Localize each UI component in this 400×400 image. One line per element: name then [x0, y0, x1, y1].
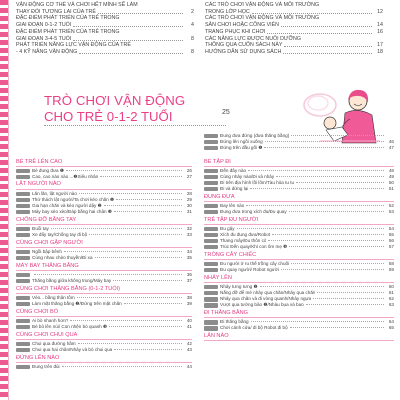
activity-entry[interactable] — [204, 244, 394, 250]
activity-title: Nắng đỡ để mé nhảy qua chăn/Nhảy qua chăn — [220, 290, 316, 296]
activity-leader — [265, 141, 384, 142]
toc-entry-title: VẬN ĐỘNG CƠ THỂ VÀ CHƠI HẾT MÌNH SẼ LÀM — [16, 2, 138, 8]
activity-tag-icon — [204, 320, 218, 324]
activity-title: Đu quay người/ Robot người — [220, 267, 279, 273]
section-title: TRẺ TẬP ĐU NGƯỜI — [204, 217, 394, 226]
activity-page: 37 — [186, 278, 192, 284]
activity-page: 55 — [388, 232, 394, 238]
section-title: MÁY BAY THĂNG BẰNG — [16, 263, 192, 272]
activity-title: Bay lên nào — [220, 202, 245, 208]
activity-leader — [289, 246, 384, 247]
activity-page: 29 — [186, 196, 192, 202]
activity-page: 60 — [388, 284, 394, 290]
toc-leader — [73, 26, 183, 27]
activity-page: 62 — [388, 296, 394, 302]
activity-tag-icon — [16, 250, 30, 254]
activity-leader — [291, 135, 384, 136]
activity-leader — [70, 320, 182, 321]
activity-tag-icon — [16, 175, 30, 179]
activity-page: 53 — [388, 209, 394, 215]
activity-title: Bé đung đưa ❶ — [32, 167, 64, 173]
toc-leader — [73, 40, 183, 41]
section-title: NHẢY LÊN — [204, 275, 394, 284]
activity-page: 26 — [186, 167, 192, 173]
header-title-line1: TRÒ CHƠI VẬN ĐỘNG — [44, 93, 186, 108]
activity-page: 50 — [388, 179, 394, 185]
activity-leader — [95, 257, 182, 258]
activity-entry[interactable] — [16, 232, 192, 238]
toc-leader — [79, 53, 183, 54]
section-title: LĂN NÀO — [204, 333, 394, 342]
header-page-number: 25 — [222, 109, 230, 116]
toc-entry-page: 8 — [191, 35, 194, 42]
activity-entry[interactable] — [204, 325, 394, 331]
activity-title: Gia hạn chăn và kéo người dậy ❷ — [32, 202, 102, 208]
activity-leader — [313, 298, 384, 299]
toc-entry-title: GIAI ĐOẠN 3-4-5 TUỔI — [16, 35, 72, 42]
activity-entry[interactable] — [16, 324, 192, 330]
activity-page: 34 — [186, 248, 192, 254]
activity-tag-icon — [204, 285, 218, 289]
right-column-sections — [204, 157, 394, 342]
activity-page: 48 — [388, 167, 394, 173]
toc-entry-title: CÁC TRÒ CHƠI VẬN ĐỘNG VÀ MÔI TRƯỜNG — [205, 15, 320, 22]
activity-tag-icon — [204, 291, 218, 295]
activity-leader — [78, 343, 182, 344]
top-toc-right-column — [205, 2, 383, 56]
activity-tag-icon — [16, 319, 30, 323]
toc-leader — [252, 13, 372, 14]
activity-tag-icon — [204, 175, 218, 179]
toc-entry[interactable] — [205, 29, 383, 36]
activity-leader — [296, 182, 384, 183]
section-title: CÙNG CHƠI BÓ — [16, 309, 192, 318]
activity-tag-icon — [204, 239, 218, 243]
activity-title: Thang mây/Đu thôn cỏ — [220, 238, 267, 244]
activity-tag-icon — [16, 169, 30, 173]
activity-leader — [237, 228, 384, 229]
activity-page: 56 — [388, 238, 394, 244]
activity-leader — [251, 321, 384, 322]
activity-page: 39 — [186, 301, 192, 306]
toc-entry-page: 17 — [377, 42, 383, 49]
toc-entry-title: ĐẶC ĐIỂM PHÁT TRIỂN CỦA TRẺ TRONG — [16, 15, 120, 22]
toc-entry[interactable] — [16, 2, 194, 9]
activity-entry[interactable] — [16, 174, 192, 180]
activity-leader — [114, 349, 182, 350]
section-title: CÙNG CHƠI THĂNG BẰNG (0-1-2 TUỔI) — [16, 286, 192, 295]
toc-leader — [283, 53, 372, 54]
activity-leader — [289, 211, 384, 212]
activity-page: 43 — [186, 346, 192, 352]
activity-leader — [291, 263, 384, 264]
activity-title: Đung đưa trong xích đu/Đu quay — [220, 209, 287, 215]
activity-page: 40 — [186, 317, 192, 323]
activity-leader — [272, 234, 384, 235]
toc-entry-title: THAY ĐỔI TƯƠNG LAI CỦA TRẺ — [16, 8, 96, 15]
activity-tag-icon — [204, 233, 218, 237]
toc-leader — [267, 33, 372, 34]
section-title: ĐỨNG LÊN NÀO — [16, 355, 192, 364]
toc-entry-title: TRANG PHỤC KHI CHƠI — [205, 28, 266, 35]
activity-title: Đứng lên ngồi xuống — [220, 139, 263, 145]
activity-leader — [64, 251, 182, 252]
toc-entry-page: 14 — [377, 22, 383, 29]
activity-tag-icon — [204, 204, 218, 208]
toc-entry-title: HƯỚNG DẪN SỬ DỤNG SÁCH — [205, 48, 282, 55]
activity-title: Chui qua đường hầm — [32, 340, 76, 346]
activity-entry[interactable] — [16, 364, 192, 370]
activity-title: Ai bò nhanh hơn? — [32, 317, 69, 323]
activity-tag-icon — [204, 303, 218, 307]
activity-tag-icon — [16, 325, 30, 329]
activity-title: Trúc Đến quay/Khỉ con ôm mẹ ❸ — [220, 244, 288, 250]
activity-page: 57 — [388, 244, 394, 250]
activity-tag-icon — [16, 198, 30, 202]
activity-page: 33 — [186, 232, 192, 238]
activity-title: Đu gậy — [220, 225, 235, 231]
activity-title: Xe đẩy tay/Chống tay đi bộ — [32, 232, 88, 238]
activity-entry[interactable] — [204, 209, 394, 215]
toc-entry-title: PHÁT TRIỂN NĂNG LỰC VẬN ĐỘNG CỦA TRẺ — [16, 42, 131, 49]
activity-page: 46 — [388, 139, 394, 145]
header-title-line2: CHO TRẺ 0-1-2 TUỔI — [44, 109, 173, 124]
toc-entry-title: CÁC NĂNG LỰC ĐƯỢC NUÔI DƯỠNG — [205, 35, 301, 42]
activity-leader — [290, 327, 384, 328]
activity-tag-icon — [204, 187, 218, 191]
activity-title: Cùng nhau chèo thuyền/Đi xa — [32, 255, 93, 261]
activity-page: 52 — [388, 202, 394, 208]
activity-tag-icon — [16, 204, 30, 208]
activity-leader — [260, 286, 384, 287]
activity-entry[interactable] — [204, 267, 394, 273]
activity-title: Nhảy tưng tưng ❷ — [220, 284, 258, 290]
activity-tag-icon — [204, 245, 218, 249]
section-title: CHỐNG ĐỠ BẰNG TAY — [16, 217, 192, 226]
activity-title: Đi trên địa hình lồi lõm/Tàu hỏa tu tu — [220, 179, 295, 185]
activity-leader — [104, 205, 182, 206]
toc-entry-page: 2 — [191, 8, 194, 15]
activity-leader — [281, 269, 384, 270]
activity-tag-icon — [204, 181, 218, 185]
activity-entry[interactable] — [16, 347, 192, 353]
activity-tag-icon — [16, 233, 30, 237]
activity-leader — [109, 326, 182, 327]
activity-page: 35 — [186, 255, 192, 261]
toc-entry[interactable] — [205, 49, 383, 56]
activity-tag-icon — [16, 302, 30, 306]
activity-tag-icon — [204, 140, 218, 144]
activity-entry[interactable] — [16, 278, 192, 284]
activity-tag-icon — [16, 210, 30, 214]
activity-entry[interactable] — [204, 186, 394, 192]
activity-title: Chơi cánh cửa/ đi bộ Robot đi bộ — [220, 325, 288, 331]
activity-tag-icon — [16, 192, 30, 196]
activity-title: Vèo... bằng thân tôm — [32, 294, 75, 300]
top-toc-left-column — [16, 2, 194, 56]
toc-entry-page: 12 — [377, 8, 383, 15]
toc-entry-title: THÔNG QUA CUỐN SÁCH NÀY — [205, 42, 283, 49]
activity-leader — [100, 176, 182, 177]
decorative-rings-icon — [304, 94, 336, 116]
activity-tag-icon — [16, 348, 30, 352]
activity-tag-icon — [16, 227, 30, 231]
activity-title: Thử thách lật người/Ta chơi kéo chăn ❶ — [32, 196, 115, 202]
activity-page: 30 — [186, 202, 192, 208]
activity-tag-icon — [204, 227, 218, 231]
toc-entry-page: 18 — [377, 48, 383, 55]
toc-entry[interactable] — [205, 2, 383, 9]
activity-title: Làm mặt thăng bằng ❷/Đứng trên mặt chăn — [32, 301, 122, 306]
activity-tag-icon — [204, 262, 218, 266]
activity-leader — [306, 304, 384, 305]
activity-page: 41 — [186, 323, 192, 329]
activity-leader — [246, 205, 384, 206]
activity-page: 65 — [388, 325, 394, 331]
toc-entry[interactable] — [16, 22, 194, 29]
activity-entry[interactable] — [204, 145, 394, 151]
activity-title: Ngồi bập bênh — [32, 248, 62, 254]
activity-tag-icon — [16, 256, 30, 260]
activity-entry[interactable] — [16, 209, 192, 215]
toc-leader — [284, 46, 372, 47]
activity-page: 28 — [186, 190, 192, 196]
activity-page: 54 — [388, 225, 394, 231]
header-dotted-leader — [44, 125, 226, 126]
section-title: BÉ TRÊ LÊN CAO — [16, 159, 192, 168]
activity-leader — [79, 193, 182, 194]
activity-title: Máy bay xèo xèo/Đáp bằng hai chân ❸ — [32, 209, 112, 215]
section-title: LẬT NGƯỜI NÀO — [16, 181, 192, 190]
activity-tag-icon — [16, 296, 30, 300]
activity-tag-icon — [16, 342, 30, 346]
section-title: CÙNG CHƠI CHUI QUA — [16, 332, 192, 341]
activity-title: Cùng nhảy nào/Đi và nhảy — [220, 173, 275, 179]
activity-leader — [62, 366, 182, 367]
activity-title: Vượt qua tường bảo ❷/Nhảu bụa và bao — [220, 302, 304, 308]
activity-tag-icon — [16, 279, 30, 283]
activity-title: Đung đưa đứng (đưa thăng bằng) — [220, 133, 290, 138]
activity-page: 36 — [186, 271, 192, 277]
toc-entry-title: GIAI ĐOẠN 0-1-2 TUỔI — [16, 22, 72, 29]
toc-entry-page: 16 — [377, 28, 383, 35]
activity-title: Đuổi tay — [32, 225, 49, 231]
activity-title: Đi thăng bằng — [220, 319, 249, 325]
section-title: BÉ TẬP ĐI — [204, 159, 394, 168]
activity-page: 63 — [388, 302, 394, 308]
activity-leader — [89, 234, 182, 235]
activity-entry[interactable] — [16, 255, 192, 261]
activity-leader — [250, 188, 384, 189]
toc-entry[interactable] — [205, 42, 383, 49]
activity-entry[interactable] — [16, 301, 192, 307]
activity-tag-icon — [16, 365, 30, 369]
toc-entry[interactable] — [16, 29, 194, 36]
toc-leader — [281, 26, 372, 27]
activity-page: 49 — [388, 173, 394, 179]
activity-leader — [114, 211, 182, 212]
toc-entry-title: ĐẶC ĐIỂM PHÁT TRIỂN CỦA TRẺ TRONG — [16, 28, 120, 35]
activity-leader — [248, 170, 384, 171]
activity-title: Đung trên đùi — [32, 363, 60, 369]
section-title: CÙNG CHƠI GẬP NGƯỜI — [16, 240, 192, 249]
activity-tag-icon — [204, 169, 218, 173]
activity-tag-icon — [204, 326, 218, 330]
section-title: ĐI THĂNG BẰNG — [204, 310, 394, 319]
activity-leader — [264, 147, 384, 148]
activity-title: Bé bò lên núi/ Con nhện bò quanh ❸ — [32, 323, 108, 329]
activity-page: 42 — [186, 340, 192, 346]
section-title: ĐUNG ĐƯA — [204, 194, 394, 203]
activity-tag-icon — [204, 134, 218, 138]
activity-tag-icon — [16, 273, 30, 277]
activity-title: Thăng bằng giữa không trung/Máy bay — [32, 278, 112, 284]
activity-title: Cao, cao nào nào ...❷Siêu nhân — [32, 173, 99, 179]
spiral-binding — [0, 0, 9, 400]
activity-title: Chui qua hai chân/Nhảy và bò chui qua — [32, 346, 113, 352]
activity-title: Đu người ở ru thế trồng cây chuối — [220, 261, 290, 267]
toc-entry-title: SÂN CHƠI HOẶC CÔNG VIÊN — [205, 22, 279, 29]
toc-entry[interactable] — [16, 42, 194, 49]
toc-entry-page: 4 — [191, 22, 194, 29]
toc-entry[interactable] — [205, 22, 383, 29]
activity-page: 59 — [388, 267, 394, 273]
activity-leader — [116, 199, 182, 200]
activity-leader — [77, 297, 182, 298]
activity-tag-icon — [204, 268, 218, 272]
toc-entry-title: CÁC TRÒ CHƠI VẬN ĐỘNG VÀ MÔI TRƯỜNG — [205, 2, 320, 8]
activity-leader — [66, 170, 182, 171]
toc-leader — [98, 13, 183, 14]
left-column-sections — [16, 157, 192, 370]
activity-page: 51 — [388, 186, 394, 192]
activity-leader — [317, 292, 384, 293]
activity-title: Đứng trên đầu gối ❷ — [220, 145, 263, 151]
activity-page: 27 — [186, 173, 192, 179]
activity-page: 47 — [388, 145, 394, 151]
activity-page: 64 — [388, 319, 394, 325]
activity-tag-icon — [204, 210, 218, 214]
toc-entry-title: - 4 KỸ NĂNG VẬN ĐỘNG — [16, 48, 78, 55]
activity-title: Xích đu đung đưa/Robot — [220, 232, 271, 238]
activity-leader — [51, 228, 182, 229]
activity-page: 61 — [388, 290, 394, 296]
toc-entry-page: 8 — [191, 48, 194, 55]
toc-entry-title: TRONG LỚP HỌC — [205, 8, 250, 15]
activity-leader — [113, 280, 182, 281]
activity-title: Nhảy qua chăn và đi vòng quanh/Nhảy ngựa — [220, 296, 312, 302]
activity-tag-icon — [204, 146, 218, 150]
activity-page: 32 — [186, 225, 192, 231]
activity-leader — [124, 303, 182, 304]
activity-page: 31 — [186, 209, 192, 215]
activity-page: 44 — [186, 363, 192, 369]
activity-entry[interactable] — [204, 302, 394, 308]
activity-leader — [34, 274, 182, 275]
section-title: TRÒNG CÂY CHIẾC — [204, 252, 394, 261]
activity-title: Đến đây nào — [220, 167, 247, 173]
activity-leader — [268, 240, 384, 241]
activity-leader — [276, 176, 384, 177]
top-toc — [16, 0, 396, 82]
activity-title: Đi và dừng lại — [220, 186, 249, 192]
right-column-upper — [204, 133, 394, 151]
activity-page: 38 — [186, 294, 192, 300]
activity-title: Lăn lăn, lật người nào — [32, 190, 77, 196]
activity-page: 58 — [388, 261, 394, 267]
activity-tag-icon — [204, 297, 218, 301]
toc-entry[interactable] — [16, 49, 194, 56]
